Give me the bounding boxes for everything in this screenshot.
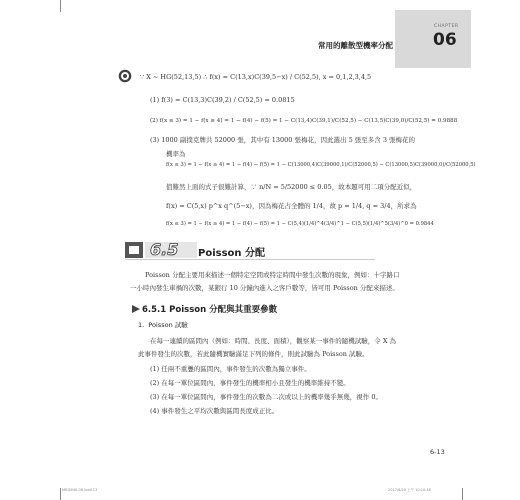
subsection-marker-icon <box>132 305 140 313</box>
condition-item: (1) 任兩不重疊的區間內，事件發生的次數為獨立事件。 <box>150 365 311 373</box>
footer-file: MRD5N0-06.indd 13 <box>62 488 98 492</box>
subsection-title: Poisson 分配與其重要參數 <box>169 305 278 315</box>
solution-item: (3) 1000 副撲克牌共 52000 張，其中有 13000 張梅花，因此選出 5 張至多含 3 張梅花的 <box>150 136 416 144</box>
solution-item: 機率為 <box>166 150 186 158</box>
condition-item: (2) 在每一單位區間內，事件發生的機率相小且發生的機率維持不變。 <box>150 379 350 387</box>
chapter-title: 常用的離散型機率分配 <box>318 41 393 50</box>
crop-mark <box>60 0 61 12</box>
footer-date: 2017/6/20 上午 10:10:46 <box>388 488 431 492</box>
condition-item: (3) 在每一單位區間內，事件發生的次數為二次或以上的機率幾乎無幾，視作 0。 <box>150 393 382 401</box>
solution-item: 值難然上面的式子很難計算，∵ n/N = 5/52000 ≤ 0.05，故本題可用二項分配近似， <box>166 183 417 191</box>
crop-mark <box>60 488 61 500</box>
section-number: 6.5 <box>150 240 179 259</box>
solution-intro: ∵ X ~ HG(52,13,5) ∴ f(x) = C(13,x)C(39,5−x) / C(52,5), x = 0,1,2,3,4,5 <box>140 73 372 81</box>
chapter-label: CHAPTER <box>434 24 459 29</box>
item-heading <box>138 320 188 329</box>
subsection-heading <box>142 303 277 315</box>
condition-item: (4) 事件發生之平均次數與區間長度成正比。 <box>150 407 279 415</box>
solution-item: f(x ≤ 3) = 1 − f(x ≥ 4) = 1 − f(4) − f(5) = 1 − C(5,4)(1/4)^4(3/4)^1 − C(5,5)(1/4)^5(3/4)^0 = 0.9844 <box>166 221 434 227</box>
item-title: Poisson 試驗 <box>148 321 188 329</box>
item-paragraph: 此事件發生的次數，若此隨機實驗滿足下列的條件，則此試驗為 Poisson 試驗。 <box>138 350 369 358</box>
section-intro: Poisson 分配主要用來描述一個特定空間或特定時間中發生次數的現象，例如：十字路口 <box>145 271 400 279</box>
section-intro: 一小時內發生車禍的次數，某銀行 10 分鐘內進入之客戶數等，皆可用 Poisson 分配來描述。 <box>130 284 399 292</box>
page-number: 6-13 <box>430 448 445 456</box>
item-number: 1. <box>138 321 145 329</box>
solution-item: (2) f(x ≤ 3) = 1 − f(x ≥ 4) = 1 − f(4) − f(5) = 1 − C(13,4)C(39,1)/C(52,5) − C(13,5)C(39,0)/C(52,5) = 0.9888 <box>150 118 458 124</box>
solution-icon <box>118 69 132 83</box>
section-title: Poisson 分配 <box>198 248 266 259</box>
solution-item: f(x ≤ 3) = 1 − f(x ≥ 4) = 1 − f(4) − f(5) = 1 − C(13000,4)C(39000,1)/C(52000,5) − C(13000,5)C(39000,0)/C(52000,5) <box>166 162 476 168</box>
item-paragraph: 在每一連續的區間內（例如：時間、長度、面積），觀察某一事件的隨機試驗，令 X 為 <box>150 337 397 345</box>
crop-mark <box>462 488 463 500</box>
chapter-number: 06 <box>433 30 457 50</box>
subsection-number: 6.5.1 <box>142 305 167 315</box>
solution-item: f(x) = C(5,x) p^x q^(5−x)，因為梅花占全體的 1/4，故 p = 1/4, q = 3/4，所求為 <box>166 202 417 210</box>
solution-item: (1) f(3) = C(13,3)C(39,2) / C(52,5) = 0.0815 <box>150 96 295 104</box>
